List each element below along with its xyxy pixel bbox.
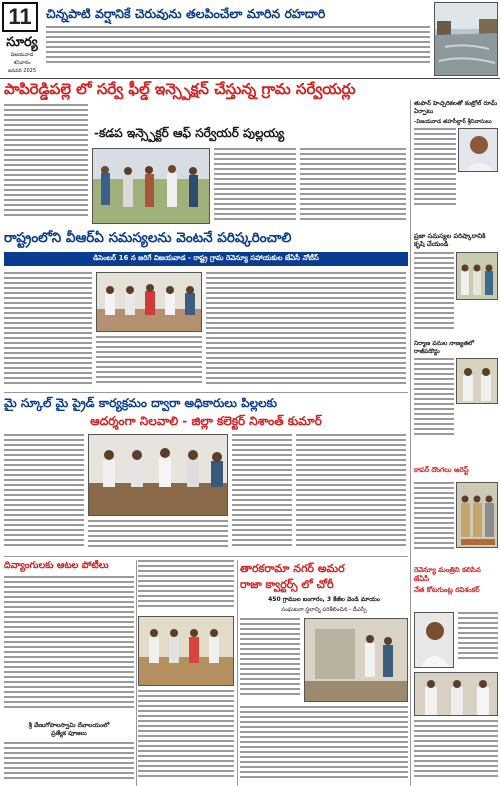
construction-inspection-photo [456, 358, 498, 404]
top-story-body [46, 26, 430, 70]
school-story-col-1 [4, 434, 84, 552]
theft-house-image [305, 619, 408, 702]
sports-event-image [139, 617, 234, 686]
flooded-road-image [435, 3, 498, 76]
minister-story-body-2 [414, 720, 498, 784]
theft-story-strip-1: 450 గ్రాముల బంగారం, 3 కేజీల వెండి మాయం [268, 596, 380, 603]
minister-story-headline: రెవెన్యూ మంత్రిని కలిసిన జేఏసీ [414, 566, 481, 583]
edition-line-1: విజయవాడ [10, 52, 34, 58]
right-story-1-headline: తుపాన్ హెచ్చరికలతో కంట్రోల్ రూమ్ ఏర్పాటు [414, 100, 498, 115]
temple-story-body [4, 742, 134, 784]
surveyors-field-image [93, 149, 210, 224]
theft-story-col-2 [240, 706, 408, 784]
disabled-story-headline: దివ్యాంగులకు ఆటల పోటీలు [4, 560, 109, 571]
right-story-3-body [414, 358, 454, 438]
lead-story-headline: పాపిరెడ్డిపల్లె లో సర్వే ఫీల్డ్ ఇన్స్పెక్షన్ చేస్తున్న గ్రామ సర్వేయర్లు [4, 80, 356, 98]
middle-story-body [138, 560, 234, 614]
disabled-story-body [4, 576, 134, 714]
right-story-1-body [414, 128, 456, 208]
theft-story-col-1 [240, 618, 300, 702]
minister-story-headline-2: నేత కోటగుంట్ల రవిశంకర్ [414, 586, 480, 594]
vro-meeting-image [97, 273, 202, 332]
right-story-3-headline: నిర్మాణ పనుల నాణ్యతలో రాజీపడొద్దు [414, 340, 475, 355]
copper-story-body [414, 482, 454, 552]
right-story-2-headline: ప్రజా సమస్యల పరిష్కారానికి కృషి చేయండి [414, 232, 486, 248]
paper-name: సూర్య [6, 34, 38, 49]
minister-meeting-photo [414, 672, 498, 716]
vro-meeting-photo [96, 272, 202, 332]
minister-story-body [458, 612, 498, 668]
lead-story-col-4 [300, 148, 406, 224]
vro-banner-headline: రాష్ట్రంలోని వీఆర్ఏ సమస్యలను వెంటనే పరిష్కరించాలి [4, 230, 292, 246]
tahsildar-image [459, 129, 498, 172]
edition-date: జనవరి 2025 [8, 68, 36, 74]
top-story-headline: చిన్నపాటి వర్షానికే చెరువును తలపించేలా మారిన రహదారి [46, 6, 326, 21]
surveyors-field-photo [92, 148, 210, 224]
officials-meeting-photo [456, 252, 498, 300]
school-story-col-3 [232, 434, 292, 552]
school-story-subhead: ఆదర్శంగా నిలవాలి - జిల్లా కలెక్టర్ నిశాంత్ కుమార్ [90, 414, 322, 428]
jac-leader-image [415, 613, 454, 668]
minister-meeting-image [415, 673, 498, 716]
middle-story-body-2 [138, 690, 234, 784]
jac-leader-portrait [414, 612, 454, 668]
sports-event-photo [138, 616, 234, 686]
arrested-thieves-image [457, 483, 498, 548]
copper-story-headline: కాపర్ దొంగలు అరెస్ట్ [414, 466, 469, 474]
construction-inspection-image [457, 359, 498, 404]
flooded-road-photo [434, 2, 498, 76]
theft-story-strip-2: సంఘటనా స్థలాన్ని పరిశీలించిన - డీఎస్పీ [281, 607, 367, 613]
temple-story-headline-2: ప్రత్యేక పూజలు [51, 730, 87, 737]
lead-story-col-1 [4, 104, 88, 222]
tahsildar-portrait [458, 128, 498, 172]
theft-story-headline-2: రాజా క్వార్టర్స్ లో చోరీ [240, 578, 334, 591]
right-story-2-body [414, 252, 454, 332]
vro-banner-strip: డిసెంబర్ 16 న జరిగే విజయవాడ - రాష్ట్ర గ్రామ రెవెన్యూ సహాయకుల జేఏసీ నోటీస్ [4, 252, 408, 266]
vro-story-col-1 [4, 272, 92, 390]
theft-story-headline: తారకరామా నగర్ అమర [240, 562, 345, 575]
temple-story-headline: శ్రీ వేణుగోపాలస్వామి దేవాలయంలో [28, 722, 110, 729]
collector-meeting-image [89, 435, 228, 516]
theft-house-photo [304, 618, 408, 702]
lead-story-col-3 [214, 148, 296, 224]
arrested-thieves-photo [456, 482, 498, 548]
school-story-col-2b [88, 520, 228, 552]
edition-line-2: శనివారం [13, 60, 31, 66]
school-story-col-4 [296, 434, 406, 552]
vro-story-col-2 [206, 272, 406, 390]
right-story-1-subhead: -విజయవాడ తహసీల్దార్ శ్రీనివాసులు [414, 119, 492, 125]
school-story-headline: మై స్కూల్ మై ప్రైడ్ కార్యక్రమం ద్వారా అధికారులు పిల్లలకు [4, 396, 278, 410]
lead-story-subhead: -కడప ఇన్స్పెక్టర్ ఆఫ్ సర్వేయర్ పుల్లయ్య [94, 126, 285, 140]
vro-story-col-1b [96, 336, 202, 390]
officials-meeting-image [457, 253, 498, 300]
collector-meeting-photo [88, 434, 228, 516]
page-number: 11 [2, 2, 38, 32]
